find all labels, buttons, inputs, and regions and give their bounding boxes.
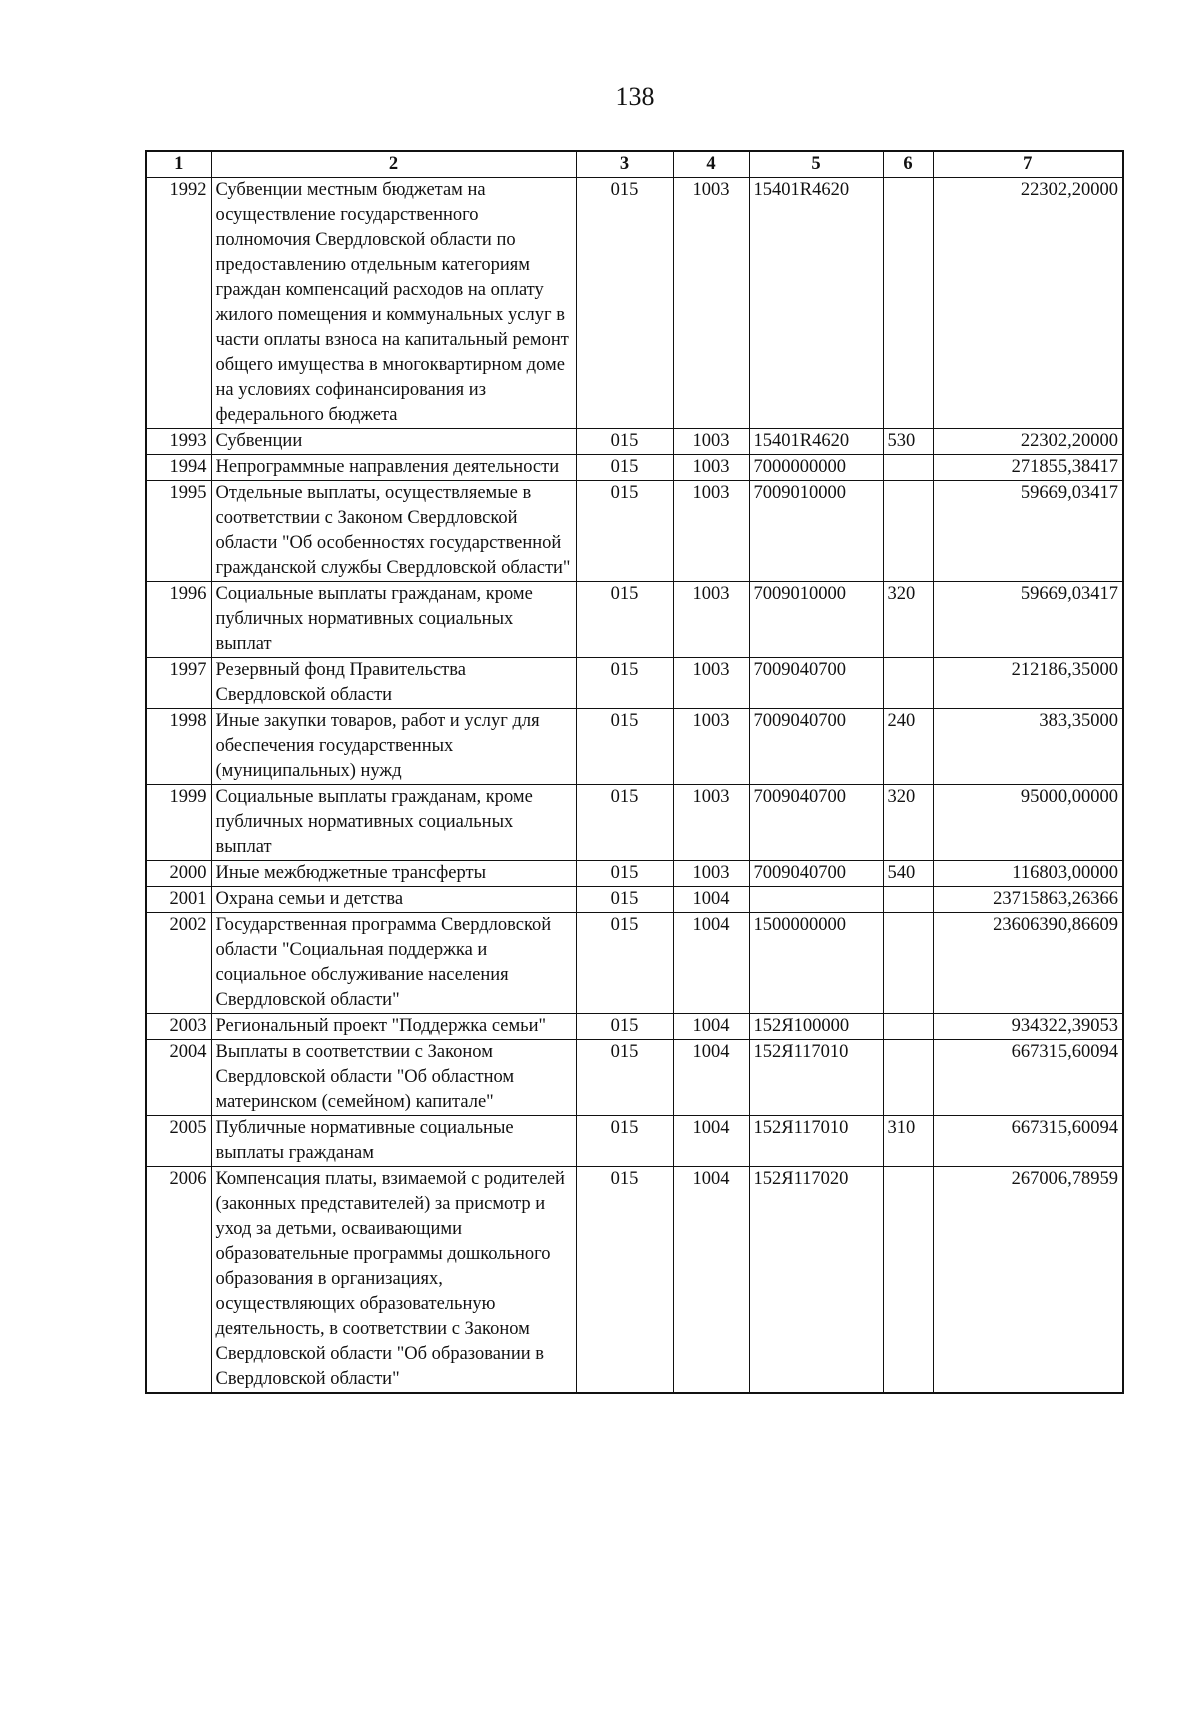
row-section-code: 1003 xyxy=(673,481,749,582)
row-ministry-code: 015 xyxy=(576,481,673,582)
row-ministry-code: 015 xyxy=(576,1167,673,1394)
row-section-code: 1003 xyxy=(673,582,749,658)
row-amount: 22302,20000 xyxy=(933,429,1123,455)
row-section-code: 1004 xyxy=(673,1040,749,1116)
table-row xyxy=(146,1116,1123,1167)
row-amount: 23606390,86609 xyxy=(933,913,1123,1014)
row-name: Компенсация платы, взимаемой с родителей (законных представителей) за присмотр и уход за детьми, осваивающими образовательные программы дошкольного образования в организациях, осуществляющих образовательную деятельность, в соответствии с Законом Свердловской области "Об образовании в Свердловской области" xyxy=(211,1167,576,1394)
header-col-5: 5 xyxy=(749,151,883,178)
row-name: Резервный фонд Правительства Свердловской области xyxy=(211,658,576,709)
row-amount: 59669,03417 xyxy=(933,481,1123,582)
row-expense-type-code xyxy=(883,658,933,709)
table-header xyxy=(146,151,1123,178)
row-expense-type-code: 540 xyxy=(883,861,933,887)
row-number: 2002 xyxy=(146,913,211,1014)
row-ministry-code: 015 xyxy=(576,887,673,913)
table-body xyxy=(146,178,1123,1394)
table-row xyxy=(146,913,1123,1014)
row-amount: 59669,03417 xyxy=(933,582,1123,658)
page-number: 138 xyxy=(615,82,655,111)
row-target-code: 152Я100000 xyxy=(749,1014,883,1040)
row-target-code: 7009010000 xyxy=(749,582,883,658)
row-expense-type-code xyxy=(883,481,933,582)
row-name: Выплаты в соответствии с Законом Свердловской области "Об областном материнском (семейном) капитале" xyxy=(211,1040,576,1116)
table-row xyxy=(146,861,1123,887)
row-amount: 95000,00000 xyxy=(933,785,1123,861)
row-expense-type-code xyxy=(883,887,933,913)
table-row xyxy=(146,709,1123,785)
row-number: 1998 xyxy=(146,709,211,785)
header-col-1: 1 xyxy=(146,151,211,178)
row-expense-type-code: 530 xyxy=(883,429,933,455)
row-ministry-code: 015 xyxy=(576,861,673,887)
row-target-code: 152Я117010 xyxy=(749,1116,883,1167)
row-section-code: 1003 xyxy=(673,709,749,785)
row-target-code: 152Я117010 xyxy=(749,1040,883,1116)
row-amount: 267006,78959 xyxy=(933,1167,1123,1394)
row-name: Субвенции xyxy=(211,429,576,455)
header-col-4: 4 xyxy=(673,151,749,178)
row-ministry-code: 015 xyxy=(576,429,673,455)
row-amount: 22302,20000 xyxy=(933,178,1123,429)
table-row xyxy=(146,1040,1123,1116)
row-target-code: 1500000000 xyxy=(749,913,883,1014)
header-col-3: 3 xyxy=(576,151,673,178)
row-section-code: 1004 xyxy=(673,913,749,1014)
row-ministry-code: 015 xyxy=(576,455,673,481)
row-target-code: 7009040700 xyxy=(749,861,883,887)
row-number: 2000 xyxy=(146,861,211,887)
row-expense-type-code xyxy=(883,1040,933,1116)
row-name: Региональный проект "Поддержка семьи" xyxy=(211,1014,576,1040)
row-amount: 667315,60094 xyxy=(933,1040,1123,1116)
row-number: 2004 xyxy=(146,1040,211,1116)
table-row xyxy=(146,178,1123,429)
row-ministry-code: 015 xyxy=(576,658,673,709)
table-row xyxy=(146,887,1123,913)
row-number: 2006 xyxy=(146,1167,211,1394)
header-col-2: 2 xyxy=(211,151,576,178)
row-section-code: 1003 xyxy=(673,455,749,481)
row-number: 1997 xyxy=(146,658,211,709)
row-name: Субвенции местным бюджетам на осуществление государственного полномочия Свердловской области по предоставлению отдельным категориям граждан компенсаций расходов на оплату жилого помещения и коммунальных услуг в части оплаты взноса на капитальный ремонт общего имущества в многоквартирном доме на условиях софинансирования из федерального бюджета xyxy=(211,178,576,429)
row-target-code: 7009040700 xyxy=(749,658,883,709)
row-ministry-code: 015 xyxy=(576,1014,673,1040)
table-row xyxy=(146,1014,1123,1040)
row-section-code: 1004 xyxy=(673,1116,749,1167)
row-ministry-code: 015 xyxy=(576,1040,673,1116)
table-row xyxy=(146,785,1123,861)
row-number: 2003 xyxy=(146,1014,211,1040)
row-number: 1995 xyxy=(146,481,211,582)
row-section-code: 1004 xyxy=(673,1167,749,1394)
row-name: Государственная программа Свердловской области "Социальная поддержка и социальное обслуживание населения Свердловской области" xyxy=(211,913,576,1014)
row-section-code: 1004 xyxy=(673,887,749,913)
table-row xyxy=(146,455,1123,481)
row-target-code: 7009010000 xyxy=(749,481,883,582)
row-name: Социальные выплаты гражданам, кроме публичных нормативных социальных выплат xyxy=(211,785,576,861)
row-expense-type-code: 310 xyxy=(883,1116,933,1167)
row-expense-type-code xyxy=(883,1167,933,1394)
row-name: Социальные выплаты гражданам, кроме публичных нормативных социальных выплат xyxy=(211,582,576,658)
row-number: 1992 xyxy=(146,178,211,429)
row-ministry-code: 015 xyxy=(576,582,673,658)
row-amount: 271855,38417 xyxy=(933,455,1123,481)
row-ministry-code: 015 xyxy=(576,178,673,429)
row-ministry-code: 015 xyxy=(576,785,673,861)
row-number: 1993 xyxy=(146,429,211,455)
row-number: 2005 xyxy=(146,1116,211,1167)
row-name: Иные закупки товаров, работ и услуг для обеспечения государственных (муниципальных) нужд xyxy=(211,709,576,785)
row-name: Непрограммные направления деятельности xyxy=(211,455,576,481)
row-target-code: 7009040700 xyxy=(749,785,883,861)
row-amount: 383,35000 xyxy=(933,709,1123,785)
row-number: 1994 xyxy=(146,455,211,481)
row-section-code: 1003 xyxy=(673,658,749,709)
row-target-code: 15401R4620 xyxy=(749,178,883,429)
row-number: 1996 xyxy=(146,582,211,658)
row-target-code xyxy=(749,887,883,913)
header-col-7: 7 xyxy=(933,151,1123,178)
row-section-code: 1003 xyxy=(673,861,749,887)
row-name: Иные межбюджетные трансферты xyxy=(211,861,576,887)
table-row xyxy=(146,429,1123,455)
row-number: 1999 xyxy=(146,785,211,861)
row-expense-type-code: 240 xyxy=(883,709,933,785)
row-name: Охрана семьи и детства xyxy=(211,887,576,913)
row-amount: 212186,35000 xyxy=(933,658,1123,709)
row-name: Отдельные выплаты, осуществляемые в соответствии с Законом Свердловской области "Об особенностях государственной гражданской службы Свердловской области" xyxy=(211,481,576,582)
row-number: 2001 xyxy=(146,887,211,913)
header-row xyxy=(146,151,1123,178)
row-target-code: 7009040700 xyxy=(749,709,883,785)
row-section-code: 1004 xyxy=(673,1014,749,1040)
row-ministry-code: 015 xyxy=(576,709,673,785)
row-section-code: 1003 xyxy=(673,785,749,861)
row-target-code: 15401R4620 xyxy=(749,429,883,455)
row-amount: 116803,00000 xyxy=(933,861,1123,887)
table-row xyxy=(146,1167,1123,1394)
row-amount: 23715863,26366 xyxy=(933,887,1123,913)
row-name: Публичные нормативные социальные выплаты гражданам xyxy=(211,1116,576,1167)
budget-table xyxy=(145,150,1124,1394)
row-target-code: 7000000000 xyxy=(749,455,883,481)
row-expense-type-code xyxy=(883,913,933,1014)
row-target-code: 152Я117020 xyxy=(749,1167,883,1394)
row-ministry-code: 015 xyxy=(576,913,673,1014)
table-row xyxy=(146,658,1123,709)
header-col-6: 6 xyxy=(883,151,933,178)
row-expense-type-code xyxy=(883,178,933,429)
row-expense-type-code xyxy=(883,455,933,481)
row-amount: 934322,39053 xyxy=(933,1014,1123,1040)
table-row xyxy=(146,481,1123,582)
row-expense-type-code xyxy=(883,1014,933,1040)
row-amount: 667315,60094 xyxy=(933,1116,1123,1167)
row-expense-type-code: 320 xyxy=(883,582,933,658)
row-expense-type-code: 320 xyxy=(883,785,933,861)
row-section-code: 1003 xyxy=(673,178,749,429)
row-section-code: 1003 xyxy=(673,429,749,455)
table-row xyxy=(146,582,1123,658)
row-ministry-code: 015 xyxy=(576,1116,673,1167)
